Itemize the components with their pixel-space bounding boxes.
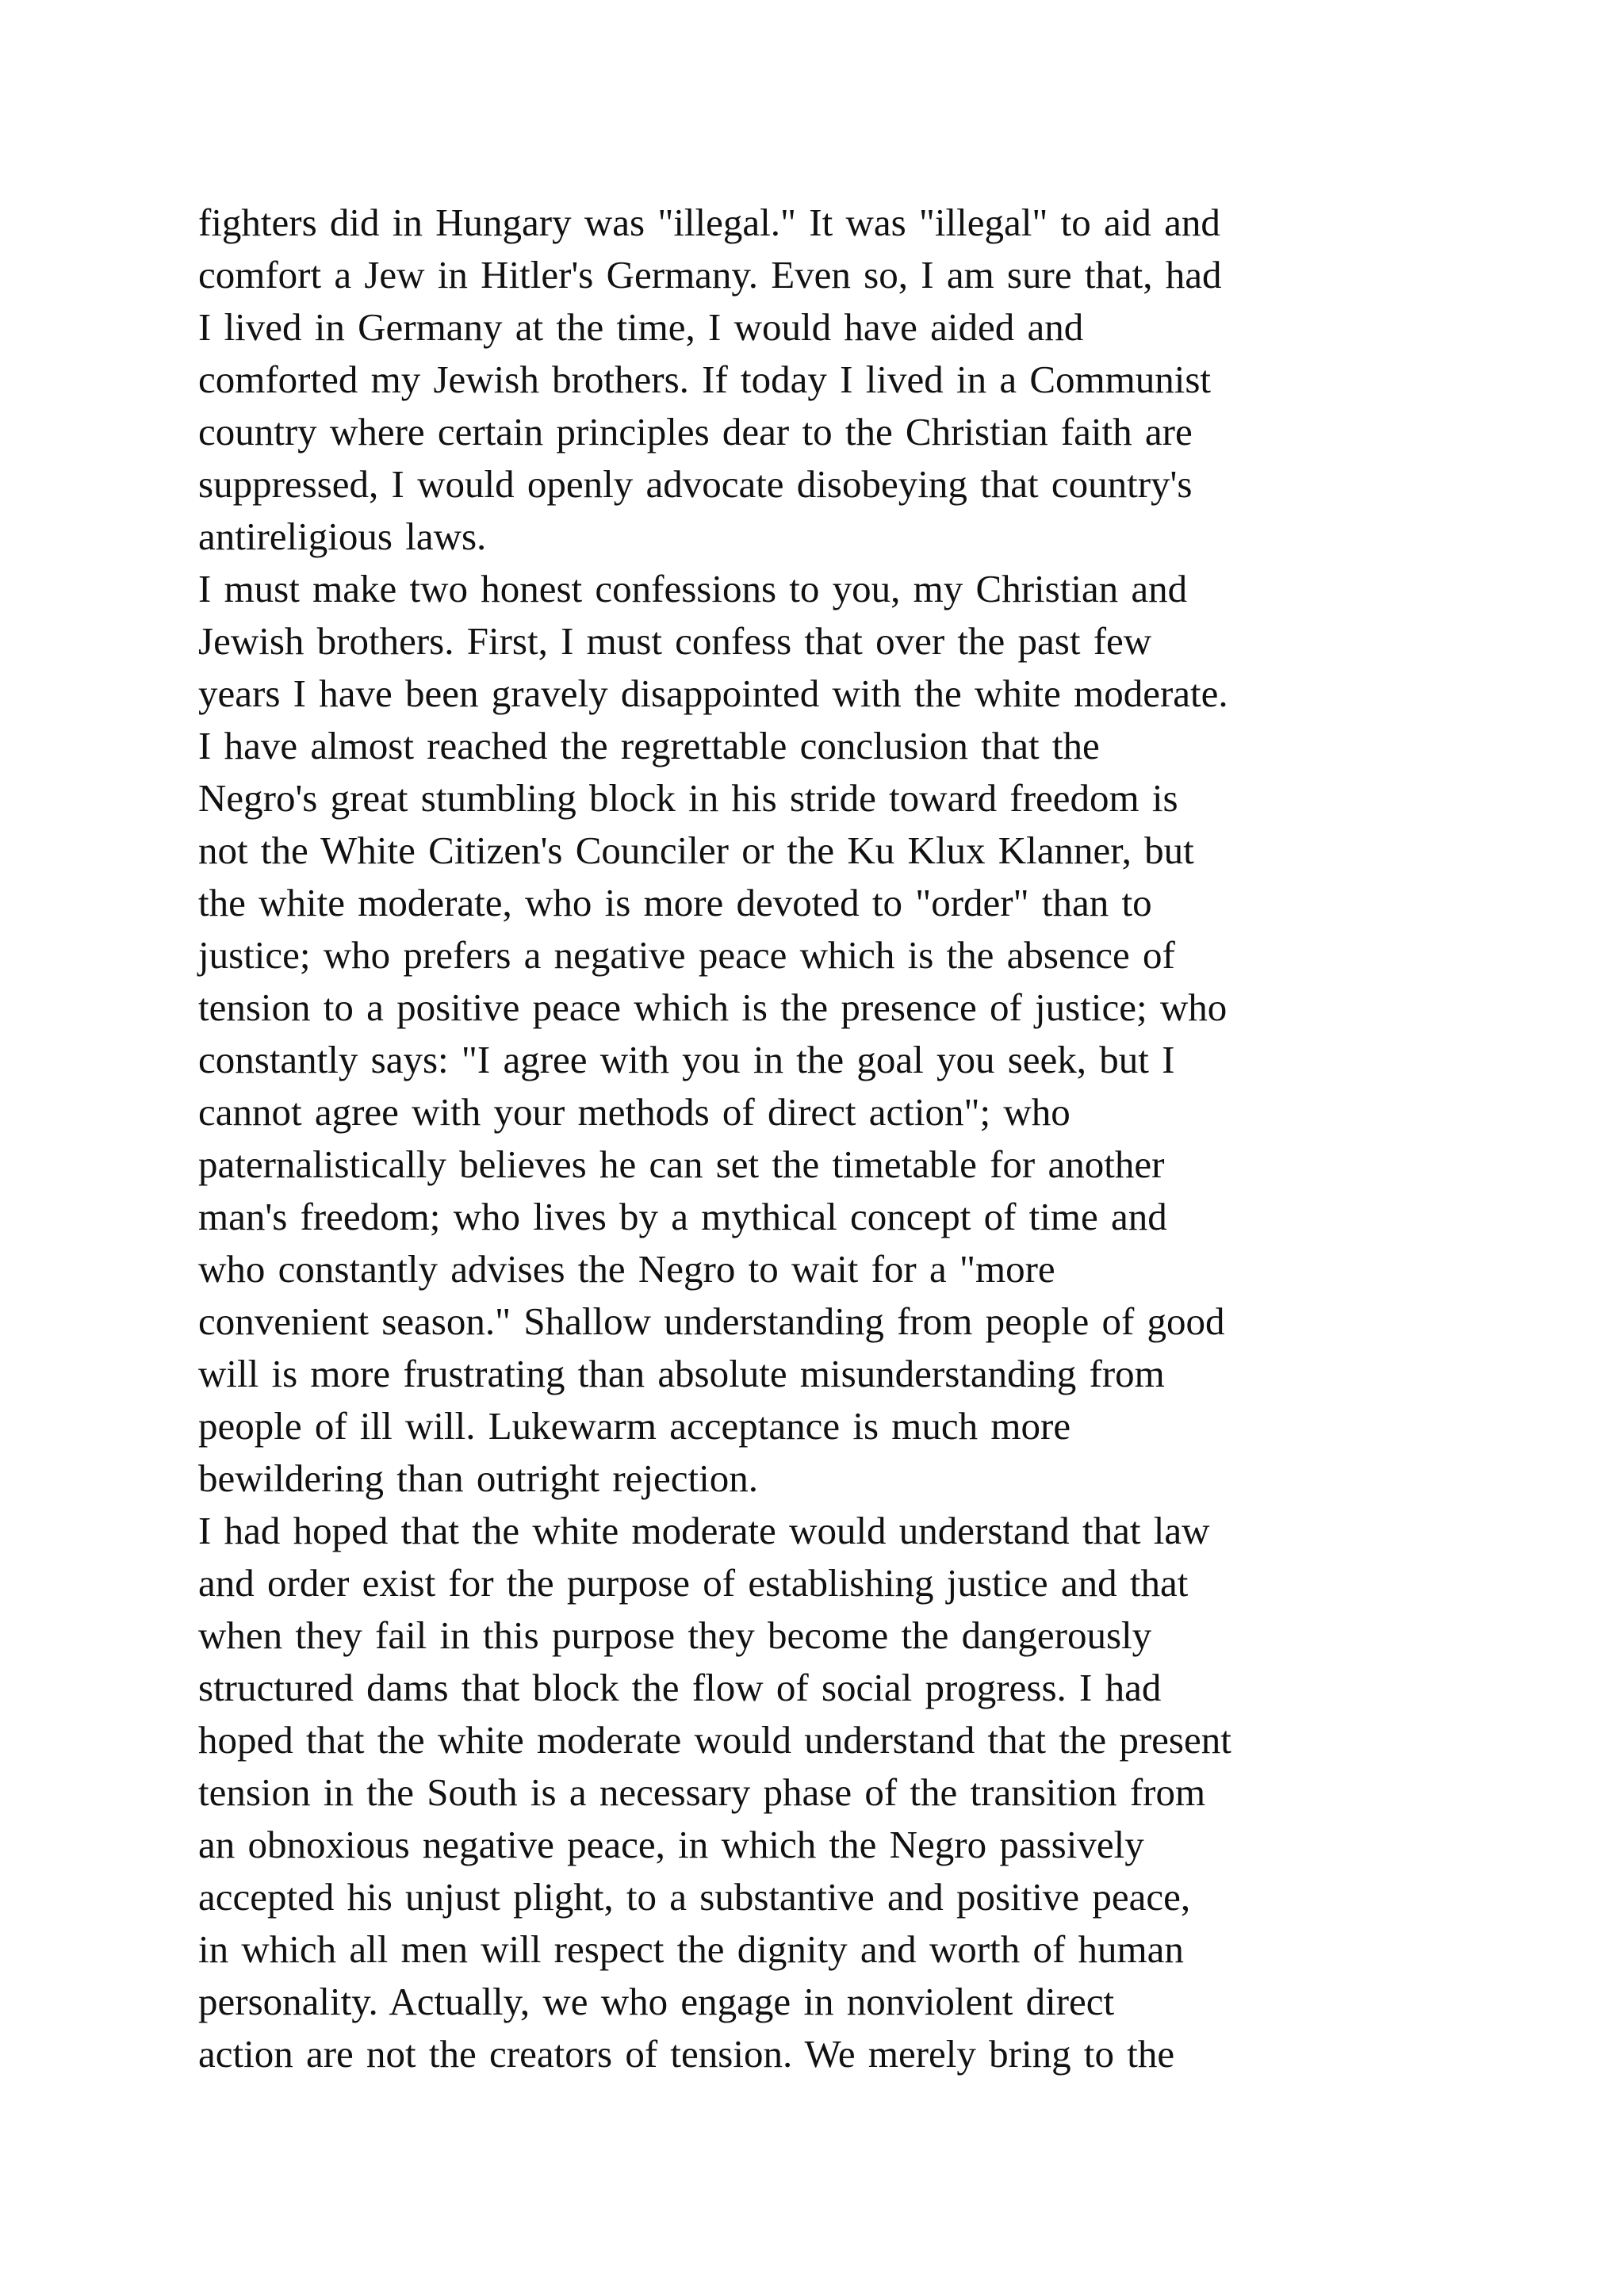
text-line: who constantly advises the Negro to wait for a "more: [198, 1247, 1055, 1291]
text-line: Jewish brothers. First, I must confess that over the past few: [198, 619, 1152, 663]
text-line: action are not the creators of tension. We merely bring to the: [198, 2032, 1175, 2076]
text-line: convenient season." Shallow understanding from people of good: [198, 1299, 1225, 1343]
text-line: bewildering than outright rejection.: [198, 1456, 758, 1500]
text-line: man's freedom; who lives by a mythical concept of time and: [198, 1195, 1167, 1238]
text-line: people of ill will. Lukewarm acceptance is much more: [198, 1404, 1071, 1448]
text-line: constantly says: "I agree with you in the goal you seek, but I: [198, 1038, 1175, 1081]
text-line: country where certain principles dear to the Christian faith are: [198, 410, 1193, 453]
text-line: I must make two honest confessions to you, my Christian and: [198, 567, 1188, 610]
text-line: years I have been gravely disappointed with the white moderate.: [198, 672, 1228, 715]
text-line: I had hoped that the white moderate would understand that law: [198, 1509, 1210, 1552]
text-line: Negro's great stumbling block in his stride toward freedom is: [198, 776, 1178, 820]
text-line: and order exist for the purpose of establishing justice and that: [198, 1561, 1189, 1605]
text-line: not the White Citizen's Counciler or the Ku Klux Klanner, but: [198, 828, 1194, 872]
text-line: in which all men will respect the dignity and worth of human: [198, 1927, 1184, 1971]
text-line: tension to a positive peace which is the presence of justice; who: [198, 985, 1228, 1029]
text-line: accepted his unjust plight, to a substantive and positive peace,: [198, 1875, 1191, 1919]
text-line: structured dams that block the flow of social progress. I had: [198, 1666, 1162, 1709]
text-line: comfort a Jew in Hitler's Germany. Even so, I am sure that, had: [198, 253, 1222, 297]
text-line: cannot agree with your methods of direct action"; who: [198, 1090, 1071, 1134]
body-text: [198, 197, 1435, 2080]
text-line: antireligious laws.: [198, 515, 487, 558]
text-line: when they fail in this purpose they become the dangerously: [198, 1613, 1152, 1657]
text-line: paternalistically believes he can set the timetable for another: [198, 1142, 1165, 1186]
text-line: I lived in Germany at the time, I would have aided and: [198, 305, 1084, 349]
text-line: comforted my Jewish brothers. If today I lived in a Communist: [198, 358, 1212, 401]
text-line: hoped that the white moderate would understand that the present: [198, 1718, 1231, 1762]
text-line: the white moderate, who is more devoted to "order" than to: [198, 881, 1152, 924]
text-line: will is more frustrating than absolute misunderstanding from: [198, 1352, 1165, 1395]
text-line: an obnoxious negative peace, in which the Negro passively: [198, 1823, 1144, 1866]
text-line: suppressed, I would openly advocate disobeying that country's: [198, 462, 1193, 506]
text-line: personality. Actually, we who engage in nonviolent direct: [198, 1980, 1115, 2023]
text-line: tension in the South is a necessary phase of the transition from: [198, 1770, 1206, 1814]
text-line: fighters did in Hungary was "illegal." It was "illegal" to aid and: [198, 201, 1220, 244]
text-line: I have almost reached the regrettable conclusion that the: [198, 724, 1100, 767]
text-line: justice; who prefers a negative peace which is the absence of: [198, 933, 1175, 977]
